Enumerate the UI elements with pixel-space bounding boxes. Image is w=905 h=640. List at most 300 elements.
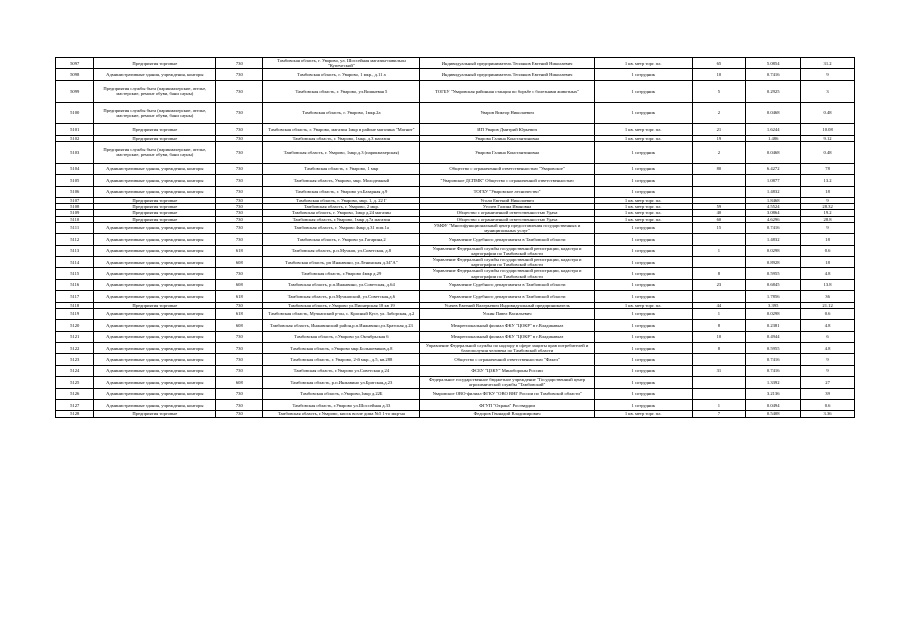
address-cell: Тамбовская область, Инжавинский район,р.п.Инжавино,ул.Братская д.23 [263,320,420,331]
quantity-cell [692,377,746,388]
owner-cell: Уваровское ОВО-филиал ФГКУ "ОВО ВНГ России по Тамбовской области" [420,388,595,399]
volume-tons-cell: 0.2925 [746,80,801,102]
table-row [56,80,855,102]
owner-cell: Управление Судебного департамента в Тамбовской области [420,279,595,290]
quantity-cell: 19 [692,135,746,141]
object-type-cell: Административные здания, учреждения, конторы [94,291,216,302]
object-type-cell: Административные здания, учреждения, конторы [94,388,216,399]
quantity-cell: 59 [692,204,746,210]
address-cell: Тамбовская область, Мучкапский р-он, с. Красный Куст, ул. Заборская, д.2 [263,308,420,319]
volume-tons-cell: 0.0494 [746,399,801,410]
address-cell: Тамбовская область, г. Уварово, 1мкр, д.3 магазин [263,135,420,141]
volume-m3-cell: 21.12 [801,302,855,308]
address-cell: Тамбовская область, р.п.Мучкапский, ул.Советская,д.6 [263,291,420,302]
unit-cell: 1 кв. метр торг. пл. [594,197,692,203]
quantity-cell [692,175,746,186]
row-number-cell: 5104 [56,163,94,174]
owner-cell: Управление Федеральной службы государственной регистрации, кадастра и картографии по Тамбовской области [420,268,595,279]
address-cell: Тамбовская область, г. Уварово, 1мкр д.24 магазин [263,210,420,216]
row-number-cell: 5126 [56,388,94,399]
table-row [56,342,855,353]
table-row [56,102,855,124]
unit-cell: 1 сотрудник [594,141,692,163]
quantity-cell: 1 [692,308,746,319]
quantity-cell: 2 [692,141,746,163]
row-number-cell: 5103 [56,141,94,163]
owner-cell: Уварова Галина Константиновна [420,141,595,163]
oktmo-code-cell: 730 [216,222,263,233]
unit-cell: 1 кв. метр торг. пл. [594,124,692,135]
quantity-cell [692,186,746,197]
row-number-cell: 5114 [56,256,94,267]
volume-m3-cell: 19.2 [801,210,855,216]
table-row [56,365,855,376]
unit-cell: 1 сотрудник [594,163,692,174]
volume-tons-cell: 3.2136 [746,388,801,399]
volume-tons-cell: 0.4944 [746,331,801,342]
volume-m3-cell: 78 [801,163,855,174]
address-cell: Тамбовская область, р.п.Инжавино, ул.Советская, д.64 [263,279,420,290]
row-number-cell: 5128 [56,411,94,417]
address-cell: Тамбовская область, г. Уварово, 2-й мкр., д.5, кв.288 [263,354,420,365]
oktmo-code-cell: 608 [216,320,263,331]
oktmo-code-cell: 608 [216,256,263,267]
unit-cell: 1 сотрудник [594,365,692,376]
table-row [56,222,855,233]
table-row [56,411,855,417]
address-cell: Тамбовская область, г. Уварово, 1 мкр., д.11 а [263,69,420,80]
object-type-cell: Предприятия торговые [94,216,216,222]
volume-tons-cell: 1.0877 [746,175,801,186]
row-number-cell: 5113 [56,245,94,256]
quantity-cell: 1 [692,399,746,410]
object-type-cell: Предприятия службы быта (парикмахерские, ателье, мастерские, ремонт обуви, бани сауны) [94,102,216,124]
owner-cell: Уголев Галина Ивановна [420,204,595,210]
volume-tons-cell: 1.7856 [746,291,801,302]
row-number-cell: 5116 [56,279,94,290]
volume-m3-cell: 27 [801,377,855,388]
row-number-cell: 5107 [56,197,94,203]
address-cell: Тамбовская область, г. Уварово, 1 мкр [263,163,420,174]
owner-cell: "Уваровское ДСПМК" Общество с ограниченной ответственностью [420,175,595,186]
oktmo-code-cell: 730 [216,388,263,399]
oktmo-code-cell: 730 [216,210,263,216]
volume-m3-cell: 6 [801,331,855,342]
unit-cell: 1 сотрудник [594,320,692,331]
unit-cell: 1 сотрудник [594,268,692,279]
address-cell: Тамбовская область, г.Уварово ул.Пионерская 18 кв 19 [263,302,420,308]
address-cell: Тамбовская область, г.Уварово, 1мкр д.7а магазин [263,216,420,222]
row-number-cell: 5099 [56,80,94,102]
table-row [56,308,855,319]
owner-cell: Усачев Евгений Валерьевич Индивидуальный предприниматель [420,302,595,308]
quantity-cell: 8 [692,320,746,331]
oktmo-code-cell: 730 [216,135,263,141]
volume-m3-cell: 3.36 [801,411,855,417]
unit-cell: 1 сотрудник [594,279,692,290]
quantity-cell [692,234,746,245]
oktmo-code-cell: 730 [216,124,263,135]
quantity-cell: 65 [692,58,746,69]
table-row [56,124,855,135]
volume-m3-cell: 0.48 [801,102,855,124]
volume-tons-cell: 4.6296 [746,216,801,222]
volume-tons-cell: 0.8928 [746,256,801,267]
owner-cell: Индивидуальный предприниматель Тепляков Евгений Николаевич [420,58,595,69]
volume-tons-cell: 3.395 [746,302,801,308]
owner-cell: Управление Судебного департамента в Тамбовской области [420,291,595,302]
address-cell: Тамбовская область, р.п.Инжавино ул.Братская,д.23 [263,377,420,388]
unit-cell: 1 сотрудник [594,399,692,410]
volume-tons-cell: 1.4832 [746,234,801,245]
unit-cell: 1 кв. метр торг. пл. [594,58,692,69]
unit-cell: 1 сотрудник [594,291,692,302]
volume-m3-cell: 9 [801,197,855,203]
row-number-cell: 5109 [56,210,94,216]
oktmo-code-cell: 730 [216,141,263,163]
oktmo-code-cell: 730 [216,102,263,124]
owner-cell: Межрегиональный филиал ФКУ "ЦОКР" в г.Владикавказ [420,320,595,331]
quantity-cell: 8 [692,268,746,279]
row-number-cell: 5124 [56,365,94,376]
unit-cell: 1 кв. метр торг. пл. [594,204,692,210]
address-cell: Тамбовская область, г. Уварово ул.Гагарина,2 [263,234,420,245]
volume-m3-cell: 13.2 [801,175,855,186]
volume-m3-cell: 0.48 [801,141,855,163]
oktmo-code-cell: 730 [216,354,263,365]
oktmo-code-cell: 730 [216,186,263,197]
volume-tons-cell: 5.0854 [746,58,801,69]
unit-cell: 1 сотрудник [594,175,692,186]
volume-tons-cell: 1.486 [746,135,801,141]
address-cell: Тамбовская область, г.Уварово 4мкр д.29 [263,268,420,279]
object-type-cell: Административные здания, учреждения, конторы [94,342,216,353]
row-number-cell: 5101 [56,124,94,135]
quantity-cell: 60 [692,216,746,222]
table-row [56,354,855,365]
object-type-cell: Предприятия торговые [94,135,216,141]
volume-tons-cell: 0.7416 [746,222,801,233]
volume-tons-cell: 0.7416 [746,69,801,80]
unit-cell: 1 сотрудник [594,222,692,233]
table-row [56,186,855,197]
object-type-cell: Предприятия службы быта (парикмахерские, ателье, мастерские, ремонт обуви, бани сауны) [94,141,216,163]
volume-m3-cell: 9 [801,222,855,233]
quantity-cell: 23 [692,279,746,290]
volume-m3-cell: 4.8 [801,320,855,331]
row-number-cell: 5125 [56,377,94,388]
object-type-cell: Административные здания, учреждения, конторы [94,365,216,376]
row-number-cell: 5105 [56,175,94,186]
object-type-cell: Административные здания, учреждения, конторы [94,377,216,388]
owner-cell: Федеральное государственное бюджетное учреждение "Государственный центр агрохимической службы "Тамбовский" [420,377,595,388]
table-row [56,175,855,186]
object-type-cell: Административные здания, учреждения, конторы [94,175,216,186]
row-number-cell: 5108 [56,204,94,210]
object-type-cell: Административные здания, учреждения, конторы [94,320,216,331]
oktmo-code-cell: 618 [216,308,263,319]
object-type-cell: Административные здания, учреждения, конторы [94,268,216,279]
object-type-cell: Предприятия торговые [94,302,216,308]
unit-cell: 1 сотрудник [594,186,692,197]
volume-m3-cell: 28.8 [801,216,855,222]
volume-m3-cell: 0.6 [801,245,855,256]
row-number-cell: 5120 [56,320,94,331]
object-type-cell: Предприятия торговые [94,197,216,203]
table-row [56,291,855,302]
row-number-cell: 5115 [56,268,94,279]
object-type-cell: Предприятия службы быта (парикмахерские, ателье, мастерские, ремонт обуви, бани сауны) [94,80,216,102]
row-number-cell: 5121 [56,331,94,342]
quantity-cell: 10 [692,331,746,342]
oktmo-code-cell: 730 [216,302,263,308]
oktmo-code-cell: 730 [216,234,263,245]
object-type-cell: Административные здания, учреждения, конторы [94,354,216,365]
oktmo-code-cell: 730 [216,268,263,279]
address-cell: Тамбовская область, г. Уварово, мкр. 1, д. 22 Г [263,197,420,203]
owner-cell: Общество с ограниченной ответственностью "Уваровское" [420,163,595,174]
table-row [56,399,855,410]
row-number-cell: 5123 [56,354,94,365]
table-row [56,256,855,267]
oktmo-code-cell: 730 [216,175,263,186]
volume-m3-cell: 36 [801,291,855,302]
owner-cell: Общество с ограниченной ответственностью Удача [420,216,595,222]
quantity-cell: 8 [692,342,746,353]
object-type-cell: Административные здания, учреждения, конторы [94,256,216,267]
volume-tons-cell: 1.3392 [746,377,801,388]
owner-cell: Общество с ограниченной ответственностью "Факел" [420,354,595,365]
owner-cell: УМФУ "Многофункциональный центр предоставления государственных и муниципальных услуг" [420,222,595,233]
table-row [56,279,855,290]
owner-cell: Управление Федеральной службы по надзору в сфере защиты прав потребителей и благополучия человека по Тамбовской области [420,342,595,353]
unit-cell: 1 кв. метр торг. пл. [594,135,692,141]
quantity-cell: 80 [692,163,746,174]
address-cell: Тамбовская область, рп Инжавино, ул.Ленинская д.34"А" [263,256,420,267]
row-number-cell: 5100 [56,102,94,124]
volume-m3-cell: 28.32 [801,204,855,210]
address-cell: Тамбовская область, г.Уварово ул.Шоссейная д.33 [263,399,420,410]
unit-cell: 1 сотрудник [594,388,692,399]
object-type-cell: Предприятия торговые [94,411,216,417]
table-row [56,331,855,342]
row-number-cell: 5110 [56,216,94,222]
volume-m3-cell: 18 [801,256,855,267]
table-row [56,234,855,245]
table-row [56,320,855,331]
quantity-cell: 7 [692,411,746,417]
volume-tons-cell: 0.6845 [746,279,801,290]
volume-m3-cell: 4.8 [801,342,855,353]
quantity-cell [692,291,746,302]
oktmo-code-cell: 730 [216,411,263,417]
address-cell: Тамбовская область, г. Уварово, ул.Вишневая 5 [263,80,420,102]
owner-cell: Уваров Виктор Николаевич [420,102,595,124]
oktmo-code-cell: 730 [216,69,263,80]
owner-cell: ФСБУ "ЦЗКУ" Минобороны России [420,365,595,376]
row-number-cell: 5106 [56,186,94,197]
object-type-cell: Административные здания, учреждения, конторы [94,69,216,80]
row-number-cell: 5118 [56,302,94,308]
volume-tons-cell: 1.6244 [746,124,801,135]
quantity-cell: 10 [692,69,746,80]
row-number-cell: 5097 [56,58,94,69]
unit-cell: 1 сотрудник [594,245,692,256]
address-cell: Тамбовская область, г. Уварово, магазин 1мкр в районе магазина "Магнит" [263,124,420,135]
volume-m3-cell: 10.08 [801,124,855,135]
unit-cell: 1 сотрудник [594,342,692,353]
volume-tons-cell: 0.7416 [746,365,801,376]
row-number-cell: 5112 [56,234,94,245]
volume-tons-cell: 1.4832 [746,186,801,197]
registry-table [55,57,855,418]
oktmo-code-cell: 618 [216,291,263,302]
oktmo-code-cell: 730 [216,365,263,376]
unit-cell: 1 сотрудник [594,102,692,124]
address-cell: Тамбовская область, р.п.Мучкап, ул.Советская, д.8 [263,245,420,256]
quantity-cell: 5 [692,80,746,102]
volume-m3-cell: 3 [801,80,855,102]
table-row [56,388,855,399]
quantity-cell [692,388,746,399]
unit-cell: 1 сотрудник [594,377,692,388]
table-row [56,163,855,174]
unit-cell: 1 сотрудник [594,256,692,267]
row-number-cell: 5127 [56,399,94,410]
quantity-cell: 1 [692,245,746,256]
owner-cell: Общество с ограниченной ответственностью Удача [420,210,595,216]
volume-m3-cell: 18 [801,186,855,197]
owner-cell: Управление Федеральной службы государственной регистрации, кадастра и картографии по Тамбовской области [420,256,595,267]
unit-cell: 1 сотрудник [594,69,692,80]
row-number-cell: 5119 [56,308,94,319]
address-cell: Тамбовская область, Уварово, мкр. Молодежный [263,175,420,186]
address-cell: Тамбовская область, г. Уварово, 2 мкр. [263,204,420,210]
volume-m3-cell: 0.6 [801,399,855,410]
unit-cell: 1 сотрудник [594,234,692,245]
unit-cell: 1 кв. метр торг. пл. [594,216,692,222]
unit-cell: 1 сотрудник [594,354,692,365]
quantity-cell: 15 [692,222,746,233]
volume-m3-cell: 31.2 [801,58,855,69]
volume-tons-cell: 4.5524 [746,204,801,210]
volume-tons-cell: 0.7416 [746,354,801,365]
unit-cell: 1 кв. метр торг. пл. [594,411,692,417]
quantity-cell: 44 [692,302,746,308]
row-number-cell: 5117 [56,291,94,302]
volume-m3-cell: 9 [801,69,855,80]
row-number-cell: 5111 [56,222,94,233]
object-type-cell: Предприятия торговые [94,58,216,69]
unit-cell: 1 сотрудник [594,331,692,342]
table-row [56,245,855,256]
oktmo-code-cell: 730 [216,216,263,222]
volume-tons-cell: 0.5955 [746,342,801,353]
volume-m3-cell: 0.6 [801,308,855,319]
owner-cell: ТОГБУ "Уваровская районная станция по борьбе с болезнями животных" [420,80,595,102]
quantity-cell [692,256,746,267]
oktmo-code-cell: 730 [216,342,263,353]
address-cell: Тамбовская область, г.Уварово, киоск возле дома №5 1-го мкр-на [263,411,420,417]
oktmo-code-cell: 730 [216,331,263,342]
volume-tons-cell: 0.2381 [746,320,801,331]
owner-cell: Ускин Павел Васильевич [420,308,595,319]
address-cell: Тамбовская область, г. Уварово 4мкр д.31 пом.1а [263,222,420,233]
unit-cell: 1 кв. метр торг. пл. [594,302,692,308]
oktmo-code-cell: 730 [216,204,263,210]
quantity-cell: 31 [692,365,746,376]
volume-tons-cell: 3.0864 [746,210,801,216]
row-number-cell: 5122 [56,342,94,353]
volume-tons-cell: 1.8468 [746,197,801,203]
oktmo-code-cell: 730 [216,399,263,410]
volume-tons-cell: 0.5408 [746,411,801,417]
object-type-cell: Административные здания, учреждения, конторы [94,222,216,233]
volume-m3-cell: 39 [801,388,855,399]
object-type-cell: Предприятия торговые [94,204,216,210]
row-number-cell: 5098 [56,69,94,80]
object-type-cell: Административные здания, учреждения, конторы [94,186,216,197]
volume-m3-cell: 18 [801,234,855,245]
owner-cell: Управление Судебного департамента в Тамбовской области [420,234,595,245]
table-row [56,141,855,163]
table-row [56,268,855,279]
address-cell: Тамбовская область, г.Уварово мкр.Большевиков,д.8 [263,342,420,353]
quantity-cell: 40 [692,210,746,216]
unit-cell: 1 кв. метр торг. пл. [594,210,692,216]
volume-tons-cell: 0.0298 [746,308,801,319]
object-type-cell: Административные здания, учреждения, конторы [94,308,216,319]
registry-table-body [56,58,855,418]
address-cell: Тамбовская область, г. Уварово ул.Базарная д.9 [263,186,420,197]
owner-cell: ТОГБУ "Уваровское лесничество" [420,186,595,197]
volume-tons-cell: 0.0468 [746,102,801,124]
owner-cell: Индивидуальный предприниматель Тепляков Евгений Николаевич [420,69,595,80]
unit-cell: 1 сотрудник [594,80,692,102]
address-cell: Тамбовская область, г.Уварово ул.Октябрьская 6 [263,331,420,342]
oktmo-code-cell: 618 [216,245,263,256]
address-cell: Тамбовская область, г. Уварово, 1мкр.д.3 (парикмахерская) [263,141,420,163]
owner-cell: ИП Уваров Дмитрий Юрьевич [420,124,595,135]
oktmo-code-cell: 730 [216,80,263,102]
row-number-cell: 5102 [56,135,94,141]
table-row [56,58,855,69]
object-type-cell: Административные здания, учреждения, конторы [94,399,216,410]
owner-cell: Уварова Галина Константиновна [420,135,595,141]
table-row [56,69,855,80]
volume-m3-cell: 9 [801,365,855,376]
object-type-cell: Административные здания, учреждения, конторы [94,331,216,342]
oktmo-code-cell: 730 [216,163,263,174]
address-cell: Тамбовская область, г. Уварово, 1мкр.2а [263,102,420,124]
volume-tons-cell: 0.0468 [746,141,801,163]
address-cell: Тамбовская область, г.Уварово ул.Советская д.24 [263,365,420,376]
object-type-cell: Административные здания, учреждения, конторы [94,234,216,245]
object-type-cell: Административные здания, учреждения, конторы [94,163,216,174]
oktmo-code-cell: 730 [216,58,263,69]
oktmo-code-cell: 730 [216,197,263,203]
quantity-cell: 21 [692,124,746,135]
owner-cell: Межрегиональный филиал ФКУ "ЦОКР" в г.Владикавказ [420,331,595,342]
owner-cell: Федоров Геннадий Владимирович [420,411,595,417]
quantity-cell: 2 [692,102,746,124]
object-type-cell: Предприятия торговые [94,124,216,135]
quantity-cell [692,354,746,365]
volume-tons-cell: 0.5955 [746,268,801,279]
unit-cell: 1 сотрудник [594,308,692,319]
volume-tons-cell: 0.0298 [746,245,801,256]
volume-m3-cell: 9 [801,354,855,365]
